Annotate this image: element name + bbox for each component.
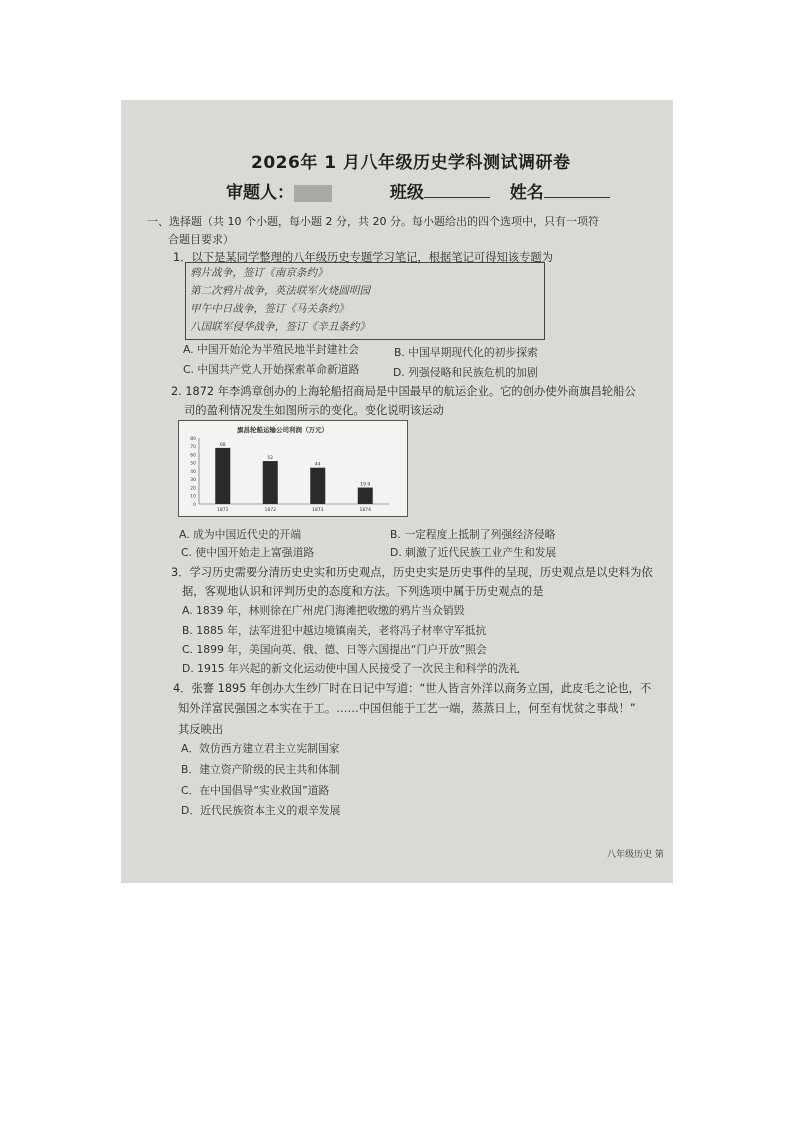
q1-notes-box xyxy=(185,262,545,340)
bar-1871 xyxy=(215,448,230,504)
class-blank xyxy=(424,181,490,198)
q1-option-c: C. 中国共产党人开始探索革命新道路 xyxy=(183,363,360,376)
q3-stem-line2: 据，客观地认识和评判历史的态度和方法。下列选项中属于历史观点的是 xyxy=(182,585,544,598)
x-tick-label: 1871 xyxy=(217,508,229,513)
chart-title: 旗昌轮船运输公司利润（万元） xyxy=(237,426,328,434)
redacted-name-block xyxy=(294,185,332,202)
q3-stem-line1: 3．学习历史需要分清历史史实和历史观点，历史史实是历史事件的呈现，历史观点是以史料为依 xyxy=(171,566,653,579)
x-tick-label: 1873 xyxy=(312,508,324,513)
q1-stem: 1．以下是某同学整理的八年级历史专题学习笔记，根据笔记可得知该专题为 xyxy=(173,251,553,264)
q2-option-c: C. 使中国开始走上富强道路 xyxy=(181,546,315,559)
y-tick-label: 70 xyxy=(190,445,196,451)
q2-option-b: B. 一定程度上抵制了列强经济侵略 xyxy=(390,528,556,541)
q1-option-a: A. 中国开始沦为半殖民地半封建社会 xyxy=(183,343,360,356)
exam-title: 2026年 1 月八年级历史学科测试调研卷 xyxy=(251,153,571,173)
bar-data-label: 52 xyxy=(267,456,274,462)
q1-option-d: D. 列强侵略和民族危机的加剧 xyxy=(393,366,538,379)
q2-option-d: D. 刺激了近代民族工业产生和发展 xyxy=(390,546,557,559)
q1-note: 第二次鸦片战争，英法联军火烧圆明园 xyxy=(190,285,371,297)
y-tick-label: 30 xyxy=(190,478,196,484)
q1-note: 鸦片战争，签订《南京条约》 xyxy=(190,267,328,279)
bar-1874 xyxy=(358,488,373,504)
chart-canvas xyxy=(179,421,407,516)
reviewer-label: 审题人： xyxy=(226,183,294,203)
q3-option-c: C. 1899 年，美国向英、俄、德、日等六国提出“门户开放”照会 xyxy=(182,643,487,656)
exam-paper-photo xyxy=(121,100,673,883)
q4-stem-line2: 知外洋富民强国之本实在于工。……中国但能于工艺一端，蒸蒸日上，何至有忧贫之事哉！” xyxy=(178,702,636,715)
x-tick-label: 1872 xyxy=(264,508,276,513)
q3-option-d: D. 1915 年兴起的新文化运动使中国人民接受了一次民主和科学的洗礼 xyxy=(182,662,520,675)
class-label: 班级 xyxy=(389,183,424,203)
q4-option-a: A．效仿西方建立君主立宪制国家 xyxy=(181,742,340,755)
q2-stem-line1: 2. 1872 年李鸿章创办的上海轮船招商局是中国最早的航运企业。它的创办使外商旗昌轮船公 xyxy=(171,385,636,398)
q4-option-d: D．近代民族资本主义的艰辛发展 xyxy=(181,804,341,817)
q4-stem-line3: 其反映出 xyxy=(178,723,224,736)
q2-stem-line2: 司的盈利情况发生如图所示的变化。变化说明该运动 xyxy=(184,404,444,417)
y-tick-label: 60 xyxy=(190,453,196,459)
q1-note: 甲午中日战争，签订《马关条约》 xyxy=(190,303,349,315)
y-tick-label: 50 xyxy=(190,461,196,467)
bar-data-label: 44 xyxy=(314,462,321,468)
bar-1872 xyxy=(263,461,278,504)
q1-option-b: B. 中国早期现代化的初步探索 xyxy=(394,346,538,359)
q1-note: 八国联军侵华战争，签订《辛丑条约》 xyxy=(190,321,371,333)
q3-option-b: B. 1885 年，法军进犯中越边境镇南关，老将冯子材率守军抵抗 xyxy=(182,624,487,637)
q4-option-b: B．建立资产阶级的民主共和体制 xyxy=(181,763,340,776)
y-tick-label: 10 xyxy=(190,494,196,500)
bar-1873 xyxy=(310,468,325,504)
page-footer: 八年级历史 第 xyxy=(607,850,664,860)
q2-option-a: A. 成为中国近代史的开端 xyxy=(179,528,302,541)
q4-stem-line1: 4．张謇 1895 年创办大生纱厂时在日记中写道：“世人皆言外洋以商务立国，此皮毛之论也，不 xyxy=(173,682,652,695)
x-tick-label: 1874 xyxy=(359,508,371,513)
y-tick-label: 0 xyxy=(193,502,196,508)
section-heading-line2: 合题目要求） xyxy=(168,233,234,246)
name-label: 姓名 xyxy=(509,183,544,203)
q3-option-a: A. 1839 年，林则徐在广州虎门海滩把收缴的鸦片当众销毁 xyxy=(182,604,465,617)
header-info-row xyxy=(226,178,610,203)
bar-data-label: 19.9 xyxy=(360,482,371,488)
y-tick-label: 20 xyxy=(190,486,196,492)
name-blank xyxy=(544,181,610,198)
section-heading-line1: 一、选择题（共 10 个小题，每小题 2 分，共 20 分。每小题给出的四个选项中，只有一项符 xyxy=(147,215,599,228)
y-tick-label: 80 xyxy=(190,436,196,442)
bar-data-label: 68 xyxy=(219,442,226,448)
y-tick-label: 40 xyxy=(190,469,196,475)
q4-option-c: C．在中国倡导“实业救国”道路 xyxy=(181,784,330,797)
profit-bar-chart xyxy=(178,420,408,517)
